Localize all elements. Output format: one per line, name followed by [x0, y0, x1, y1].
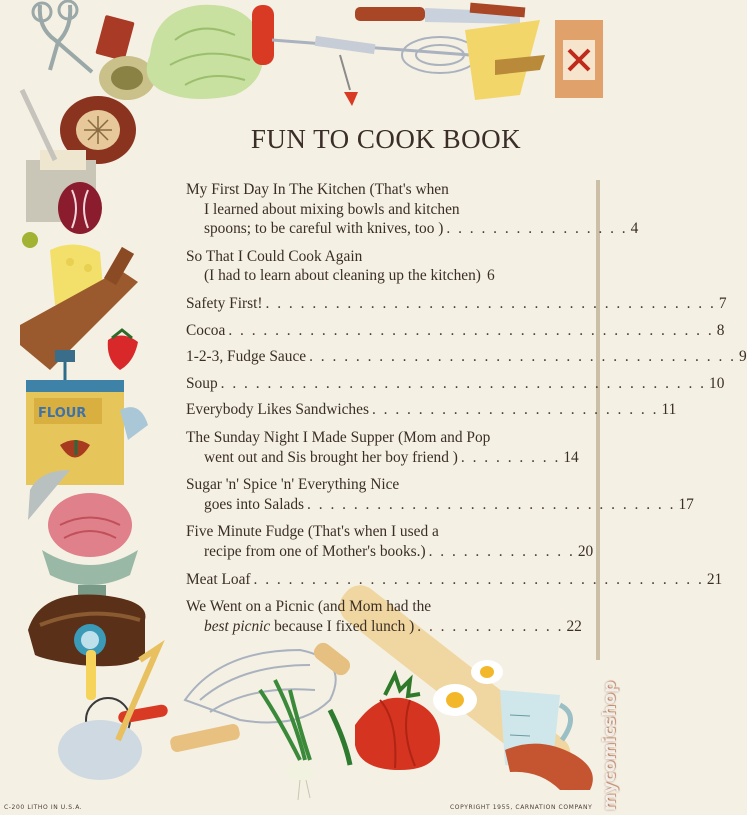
page-title: FUN TO COOK BOOK — [250, 124, 522, 154]
toc-entry-line: Everybody Likes Sandwiches — [186, 401, 369, 419]
leader-dots: . . . . . . . . . . . . . . . . . . . . . . . . . . . . . . . . . . . . . . . — [265, 294, 716, 312]
toc-entry-line: Five Minute Fudge (That's when I used a — [186, 523, 439, 541]
funnel-icon — [465, 20, 545, 100]
toc-entry-line: went out and Sis brought her boy friend ) — [204, 448, 458, 466]
toc-entry-line: recipe from one of Mother's books.) — [204, 542, 426, 560]
jar-icon — [95, 15, 155, 100]
whisk-icon — [169, 650, 336, 753]
table-of-contents — [186, 180, 747, 636]
flour-label: FLOUR — [38, 406, 87, 421]
toc-entry-line: We Went on a Picnic (and Mom had the — [186, 598, 432, 616]
leader-dots: . . . . . . . . . . . . . . . . . . . . . . . . . . . . . . . . . . . . . . . . . . — [220, 374, 707, 392]
toc-entry-line: Meat Loaf — [186, 570, 251, 588]
toc-entry — [186, 522, 594, 561]
toc-entry-line: spoons; to be careful with knives, too ) — [204, 220, 444, 238]
toc-entry — [186, 374, 725, 394]
toc-entry-emphasis: best picnic — [204, 617, 271, 635]
watermark-text: mycomicshop — [600, 680, 620, 811]
toc-page-number: 7 — [718, 294, 727, 312]
toc-entry-line: Cocoa — [186, 321, 226, 339]
toc-page-number: 14 — [563, 448, 579, 466]
knife-icon — [355, 3, 525, 24]
toc-entry — [186, 400, 677, 420]
scallion-icon — [260, 680, 350, 800]
toc-entry — [186, 321, 725, 341]
watermark — [580, 615, 620, 815]
toc-entry-line: goes into Salads — [204, 495, 305, 513]
toc-entry-line: The Sunday Night I Made Supper (Mom and Pop — [186, 428, 491, 446]
toc-entry — [186, 180, 639, 239]
toc-entry-line: Soup — [186, 374, 218, 392]
toc-page-number: 9 — [739, 348, 747, 366]
toc-page-number: 22 — [566, 617, 582, 635]
leader-dots: . . . . . . . . . . . . . . . . . . . . . . . . . . . . . . . . . . . . . . . . . . — [228, 321, 714, 339]
toc-page-number: 20 — [577, 542, 594, 560]
toc-entry-line: Safety First! — [186, 294, 263, 312]
toc-entry-line: (I had to learn about cleaning up the kitchen) — [204, 267, 481, 285]
toc-entry — [186, 475, 694, 514]
toc-page-number: 21 — [706, 570, 723, 588]
copyright-line: COPYRIGHT 1955, CARNATION COMPANY — [450, 804, 593, 811]
toc-entry-line: I learned about mixing bowls and kitchen — [204, 200, 460, 218]
flour-canister-icon — [26, 350, 148, 485]
leader-dots: . . . . . . . . . . . . . . . . — [446, 220, 628, 238]
leader-dots: . . . . . . . . . — [460, 448, 561, 466]
toc-entry-line: My First Day In The Kitchen (That's when — [186, 181, 449, 198]
toc-entry-line: Sugar 'n' Spice 'n' Everything Nice — [186, 476, 400, 494]
mixing-bowl-icon — [28, 470, 138, 600]
leader-dots: . . . . . . . . . . . . . . . . . . . . . . . . . — [371, 401, 659, 419]
toc-page-number: 17 — [678, 495, 694, 513]
spice-box-icon — [555, 20, 603, 98]
lettuce-icon — [147, 5, 264, 99]
leader-dots: . . . . . . . . . . . . . . . . . . . . . . . . . . . . . . . . . . . . . — [309, 348, 736, 366]
leader-dots: . . . . . . . . . . . . . . . . . . . . . . . . . . . . . . . . — [307, 495, 676, 513]
toc-entry-line: 1-2-3, Fudge Sauce — [186, 348, 307, 366]
toc-entry — [186, 570, 723, 590]
toc-entry — [186, 597, 582, 636]
toc-page-number: 4 — [630, 220, 639, 238]
leader-dots: . . . . . . . . . . . . . — [428, 542, 575, 560]
strawberry-icon — [108, 330, 138, 370]
toc-entry — [186, 347, 747, 367]
scissors-icon — [33, 1, 92, 72]
toc-entry-line: So That I Could Cook Again — [186, 247, 363, 265]
toc-entry — [186, 247, 574, 286]
toc-page-number: 11 — [661, 401, 677, 419]
leader-dots: . . . . . . . . . . . . . . . . . . . . . . . . . . . . . . . . . . . . . . . — [253, 570, 704, 588]
toc-entry — [186, 428, 579, 467]
toc-entry — [186, 294, 727, 314]
toc-page-number: 10 — [709, 374, 725, 392]
toc-entry-line: because I fixed lunch ) — [274, 617, 415, 635]
tomato-icon — [355, 675, 440, 770]
leader-dots: . . . . . . . . . . . . . — [417, 617, 564, 635]
printer-line: C-200 LITHO IN U.S.A. — [4, 804, 83, 811]
toc-page-number: 6 — [486, 267, 495, 285]
toc-page-number: 8 — [716, 321, 725, 339]
